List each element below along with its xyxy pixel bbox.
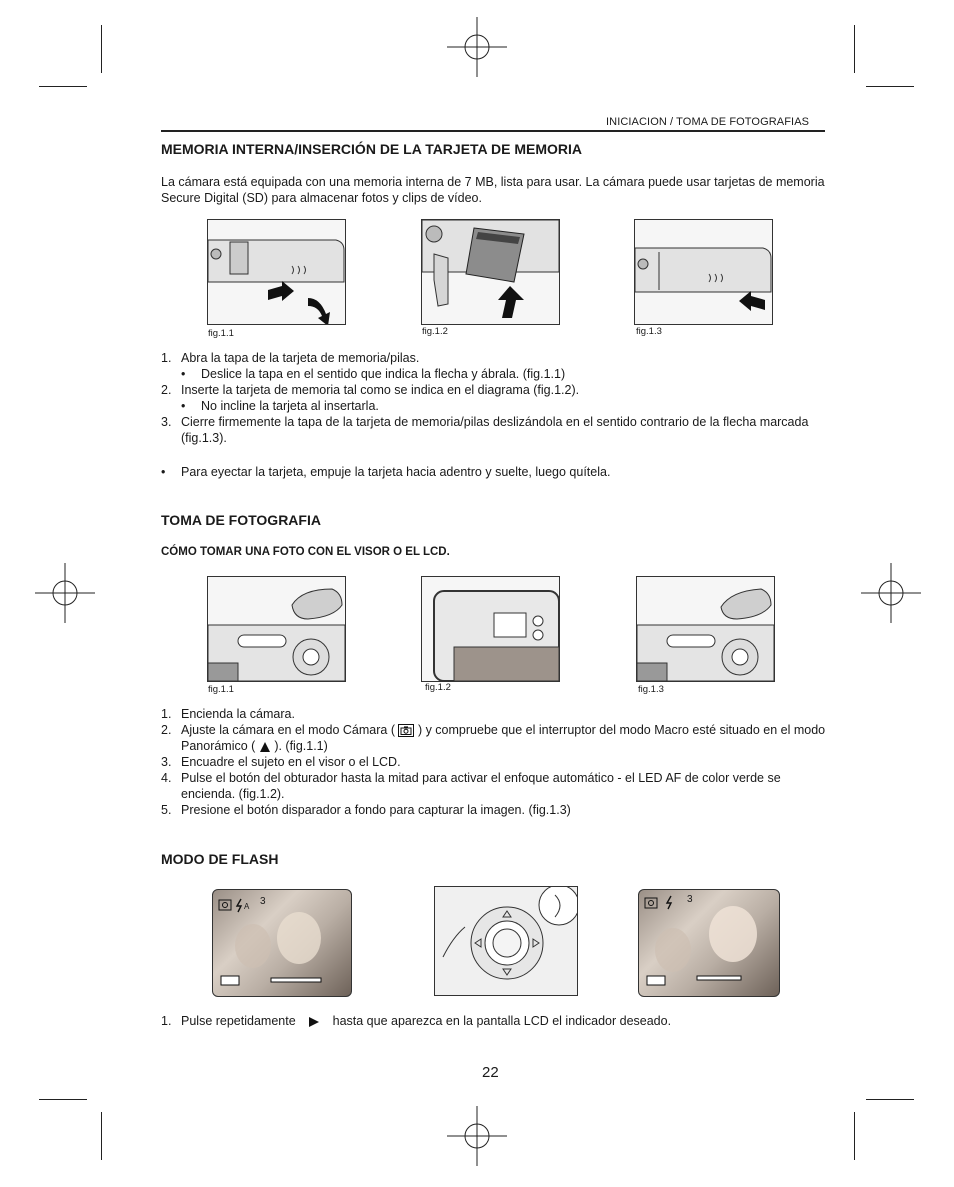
list-item: 3. Cierre firmemente la tapa de la tarjeta de memoria/pilas deslizándola en el sentido contrario de la flecha marcada (fig.1.3). bbox=[161, 415, 809, 445]
figure-open-card-cover bbox=[207, 219, 346, 325]
memory-steps bbox=[161, 350, 826, 446]
list-item: 1. Abra la tapa de la tarjeta de memoria/pilas. • Deslice la tapa en el sentido que indica la flecha y ábrala. (fig.1.1) bbox=[161, 351, 566, 381]
figure-af-led bbox=[421, 576, 560, 682]
figure-caption: fig.1.3 bbox=[638, 684, 664, 695]
lcd-flash-on-preview bbox=[638, 889, 780, 997]
figure-insert-card bbox=[421, 219, 560, 325]
flash-auto-label: A bbox=[244, 902, 250, 911]
memory-intro: La cámara está equipada con una memoria interna de 7 MB, lista para usar. La cámara puede usar tarjetas de memoria Secure Digital (SD) para almacenar fotos y clips de vídeo. bbox=[161, 175, 825, 205]
section-title-shooting: TOMA DE FOTOGRAFIA bbox=[161, 512, 321, 528]
camera-mode-icon bbox=[398, 724, 414, 737]
list-item: 2. Inserte la tarjeta de memoria tal como se indica en el diagrama (fig.1.2). • No incline la tarjeta al insertarla. bbox=[161, 383, 580, 413]
page-number: 22 bbox=[482, 1064, 499, 1081]
registration-mark-right bbox=[861, 563, 921, 623]
list-item: 1. Pulse repetidamente hasta que aparezca en la pantalla LCD el indicador deseado. bbox=[161, 1014, 672, 1028]
figure-caption: fig.1.2 bbox=[422, 326, 448, 337]
registration-mark-left bbox=[35, 563, 95, 623]
figure-caption: fig.1.1 bbox=[208, 328, 234, 339]
figure-caption: fig.1.3 bbox=[636, 326, 662, 337]
section-title-memory: MEMORIA INTERNA/INSERCIÓN DE LA TARJETA DE MEMORIA bbox=[161, 141, 583, 157]
shooting-steps bbox=[161, 706, 826, 818]
list-item: 3. Encuadre el sujeto en el visor o el LCD. bbox=[161, 755, 401, 769]
list-item: 4. Pulse el botón del obturador hasta la mitad para activar el enfoque automático - el LED AF de color verde se encienda. (fig.1.2). bbox=[161, 771, 781, 801]
running-head: INICIACION / TOMA DE FOTOGRAFIAS bbox=[606, 116, 810, 128]
image-count: 3 bbox=[687, 894, 693, 905]
list-item: 5. Presione el botón disparador a fondo para capturar la imagen. (fig.1.3) bbox=[161, 803, 571, 817]
section-title-flash: MODO DE FLASH bbox=[161, 851, 279, 867]
figure-close-card-cover bbox=[634, 219, 773, 325]
lcd-auto-flash-preview bbox=[212, 889, 352, 997]
registration-mark-top bbox=[447, 17, 507, 77]
list-item: 2. Ajuste la cámara en el modo Cámara ( ) y compruebe que el interruptor del modo Macro esté situado en el modo Panorámico ( ). (fig.1.1) bbox=[161, 723, 826, 753]
registration-mark-bottom bbox=[447, 1106, 507, 1166]
list-item: 1. Encienda la cámara. bbox=[161, 707, 295, 721]
figure-dpad-flash-button bbox=[434, 886, 578, 996]
figure-press-shutter bbox=[636, 576, 775, 682]
figure-power-on bbox=[207, 576, 346, 682]
flash-steps bbox=[161, 1013, 826, 1029]
landscape-mode-icon bbox=[259, 741, 271, 753]
figure-caption: fig.1.1 bbox=[208, 684, 234, 695]
eject-note: • Para eyectar la tarjeta, empuje la tarjeta hacia adentro y suelte, luego quítela. bbox=[161, 465, 611, 479]
image-count: 3 bbox=[260, 896, 266, 907]
figure-caption: fig.1.2 bbox=[425, 682, 451, 693]
section-subtitle-viewfinder: CÓMO TOMAR UNA FOTO CON EL VISOR O EL LCD. bbox=[161, 546, 450, 558]
right-arrow-button-icon bbox=[299, 1016, 329, 1028]
header-rule bbox=[161, 130, 825, 132]
